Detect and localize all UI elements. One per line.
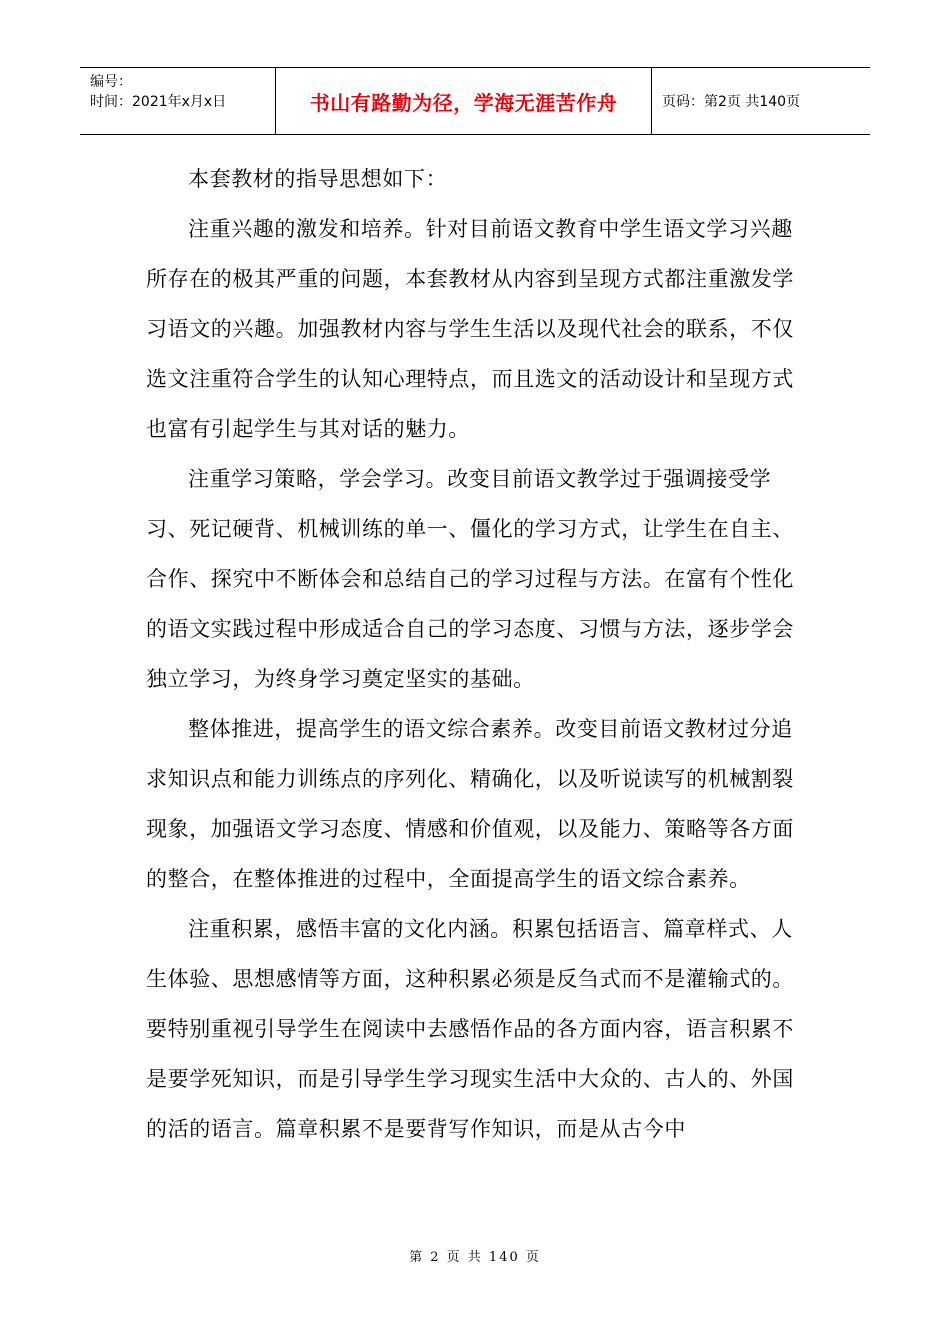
paragraph: 整体推进，提高学生的语文综合素养。改变目前语文教材过分追求知识点和能力训练点的序列化、精确化，以及听说读写的机械割裂现象，加强语文学习态度、情感和价值观，以及能力、策略等各方面的整合，在整体推进的过程中，全面提高学生的语文综合素养。 xyxy=(146,717,794,891)
header-meta-cell xyxy=(80,68,276,134)
document-body xyxy=(146,154,810,1154)
header-motto: 书山有路勤为径，学海无涯苦作舟 xyxy=(276,68,652,134)
paragraph: 注重学习策略，学会学习。改变目前语文教学过于强调接受学习、死记硬背、机械训练的单一、僵化的学习方式，让学生在自主、合作、探究中不断体会和总结自己的学习过程与方法。在富有个性化的语文实践过程中形成适合自己的学习态度、习惯与方法，逐步学会独立学习，为终身学习奠定坚实的基础。 xyxy=(146,467,794,691)
date-label: 时间：2021年x月x日 xyxy=(90,94,227,110)
header-page-info: 页码：第2页 共140页 xyxy=(662,94,801,110)
paragraph: 注重积累，感悟丰富的文化内涵。积累包括语言、篇章样式、人生体验、思想感情等方面，这种积累必须是反刍式而不是灌输式的。要特别重视引导学生在阅读中去感悟作品的各方面内容，语言积累不是要学死知识，而是引导学生学习现实生活中大众的、古人的、外国的活的语言。篇章积累不是要背写作知识，而是从古今中 xyxy=(146,917,794,1141)
page-footer: 第 2 页 共 140 页 xyxy=(409,1250,541,1265)
paragraph: 注重兴趣的激发和培养。针对目前语文教育中学生语文学习兴趣所存在的极其严重的问题，本套教材从内容到呈现方式都注重激发学习语文的兴趣。加强教材内容与学生生活以及现代社会的联系，不仅选文注重符合学生的认知心理特点，而且选文的活动设计和呈现方式也富有引起学生与其对话的魅力。 xyxy=(146,217,794,441)
document-header xyxy=(80,67,870,135)
paragraph: 本套教材的指导思想如下： xyxy=(188,167,448,191)
number-label: 编号： xyxy=(90,74,132,90)
